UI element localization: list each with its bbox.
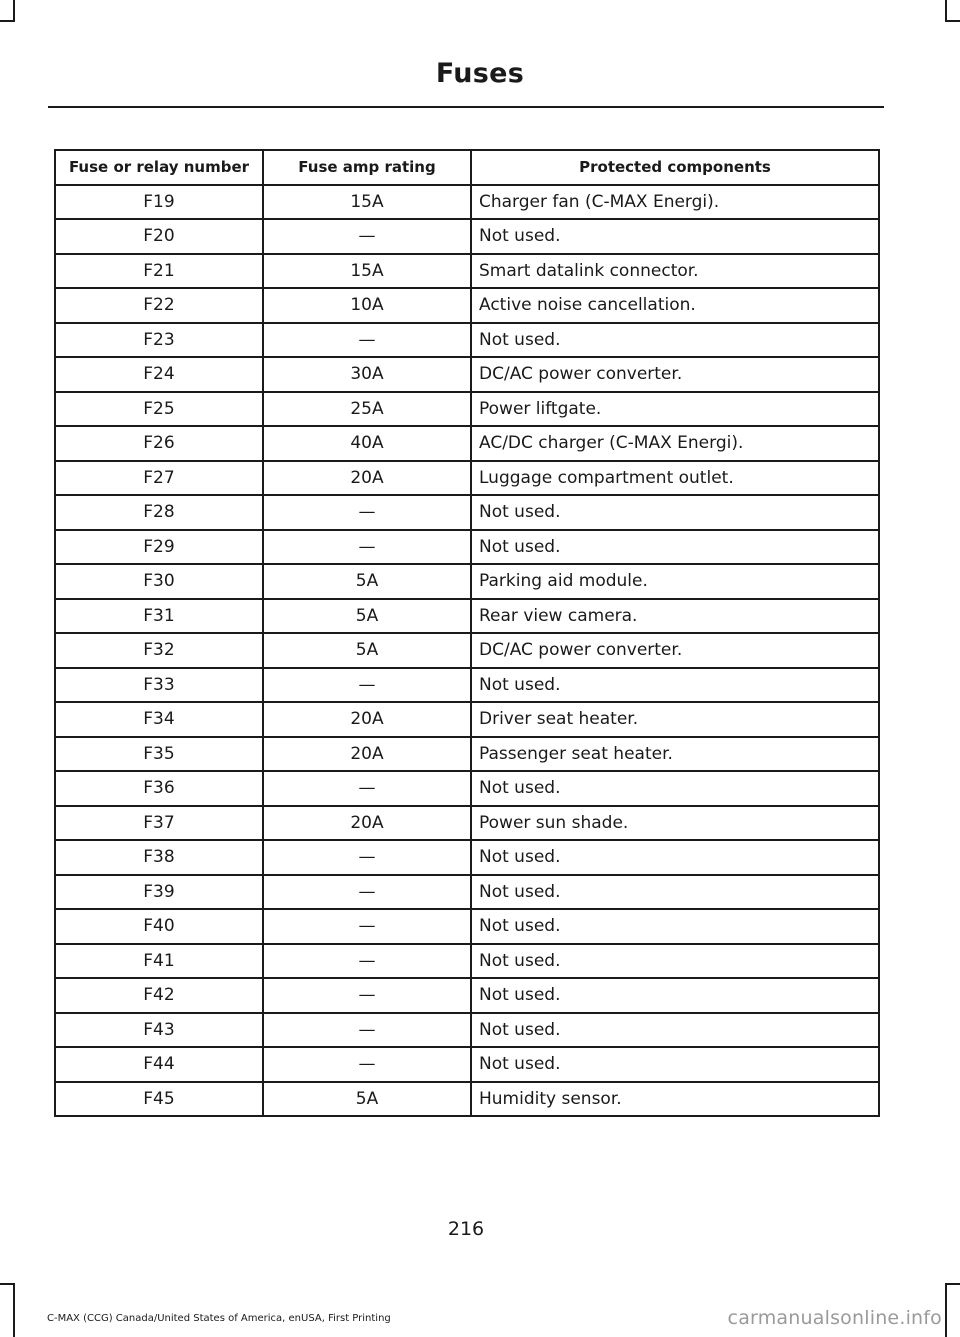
protected-component-cell: Active noise cancellation. (471, 288, 879, 323)
fuse-number-cell: F20 (55, 219, 263, 254)
table-row (55, 357, 879, 392)
fuse-number-cell: F37 (55, 806, 263, 841)
protected-component-cell: Driver seat heater. (471, 702, 879, 737)
amp-rating-cell: 40A (263, 426, 471, 461)
amp-rating-cell: 25A (263, 392, 471, 427)
table-row (55, 702, 879, 737)
amp-rating-cell: — (263, 495, 471, 530)
amp-rating-cell: 15A (263, 254, 471, 289)
table-row (55, 771, 879, 806)
fuse-number-cell: F23 (55, 323, 263, 358)
table-row (55, 185, 879, 220)
fuse-number-cell: F40 (55, 909, 263, 944)
table-header-row (55, 150, 879, 185)
protected-component-cell: Not used. (471, 1047, 879, 1082)
table-row (55, 564, 879, 599)
table-row (55, 323, 879, 358)
amp-rating-cell: — (263, 840, 471, 875)
protected-component-cell: Power liftgate. (471, 392, 879, 427)
protected-component-cell: DC/AC power converter. (471, 633, 879, 668)
fuse-number-cell: F28 (55, 495, 263, 530)
footer-text: C-MAX (CCG) Canada/United States of America, enUSA, First Printing (47, 1313, 391, 1324)
fuse-number-cell: F27 (55, 461, 263, 496)
crop-mark (13, 0, 15, 22)
fuse-table (54, 149, 880, 1117)
amp-rating-cell: 10A (263, 288, 471, 323)
amp-rating-cell: — (263, 978, 471, 1013)
table-row (55, 1047, 879, 1082)
watermark-link[interactable]: carmanualsonline.info (727, 1307, 942, 1329)
protected-component-cell: Not used. (471, 495, 879, 530)
protected-component-cell: Smart datalink connector. (471, 254, 879, 289)
table-row (55, 254, 879, 289)
amp-rating-cell: 20A (263, 461, 471, 496)
crop-mark (945, 0, 947, 22)
table-row (55, 1013, 879, 1048)
table-row (55, 668, 879, 703)
column-header-amp-rating: Fuse amp rating (263, 150, 471, 185)
page-number: 216 (447, 1218, 485, 1240)
protected-component-cell: Not used. (471, 909, 879, 944)
amp-rating-cell: 20A (263, 806, 471, 841)
amp-rating-cell: 20A (263, 702, 471, 737)
fuse-number-cell: F44 (55, 1047, 263, 1082)
fuse-number-cell: F43 (55, 1013, 263, 1048)
protected-component-cell: Not used. (471, 840, 879, 875)
table-row (55, 944, 879, 979)
protected-component-cell: Charger fan (C-MAX Energi). (471, 185, 879, 220)
table-row (55, 219, 879, 254)
amp-rating-cell: 15A (263, 185, 471, 220)
fuse-number-cell: F35 (55, 737, 263, 772)
table-row (55, 840, 879, 875)
protected-component-cell: Not used. (471, 978, 879, 1013)
amp-rating-cell: 5A (263, 1082, 471, 1117)
fuse-number-cell: F30 (55, 564, 263, 599)
table-row (55, 288, 879, 323)
amp-rating-cell: 5A (263, 564, 471, 599)
fuse-number-cell: F25 (55, 392, 263, 427)
amp-rating-cell: 20A (263, 737, 471, 772)
fuse-number-cell: F42 (55, 978, 263, 1013)
table-row (55, 461, 879, 496)
amp-rating-cell: 5A (263, 633, 471, 668)
protected-component-cell: Humidity sensor. (471, 1082, 879, 1117)
fuse-number-cell: F41 (55, 944, 263, 979)
column-header-fuse-number: Fuse or relay number (55, 150, 263, 185)
protected-component-cell: Passenger seat heater. (471, 737, 879, 772)
amp-rating-cell: 30A (263, 357, 471, 392)
amp-rating-cell: — (263, 944, 471, 979)
fuse-number-cell: F22 (55, 288, 263, 323)
fuse-number-cell: F39 (55, 875, 263, 910)
fuse-number-cell: F34 (55, 702, 263, 737)
amp-rating-cell: — (263, 875, 471, 910)
crop-mark (945, 1283, 947, 1337)
protected-component-cell: DC/AC power converter. (471, 357, 879, 392)
protected-component-cell: Parking aid module. (471, 564, 879, 599)
table-row (55, 737, 879, 772)
table-body (55, 185, 879, 1117)
table-row (55, 392, 879, 427)
amp-rating-cell: — (263, 219, 471, 254)
protected-component-cell: Not used. (471, 530, 879, 565)
amp-rating-cell: — (263, 771, 471, 806)
table-row (55, 530, 879, 565)
amp-rating-cell: — (263, 668, 471, 703)
column-header-protected-components: Protected components (471, 150, 879, 185)
protected-component-cell: Not used. (471, 875, 879, 910)
protected-component-cell: AC/DC charger (C-MAX Energi). (471, 426, 879, 461)
table-row (55, 875, 879, 910)
table-row (55, 806, 879, 841)
table-row (55, 599, 879, 634)
crop-mark (0, 1283, 15, 1285)
fuse-number-cell: F38 (55, 840, 263, 875)
protected-component-cell: Not used. (471, 668, 879, 703)
amp-rating-cell: — (263, 1047, 471, 1082)
table-row (55, 633, 879, 668)
crop-mark (13, 1283, 15, 1337)
crop-mark (945, 1283, 960, 1285)
amp-rating-cell: — (263, 530, 471, 565)
table-row (55, 495, 879, 530)
fuse-number-cell: F21 (55, 254, 263, 289)
title-divider (48, 106, 884, 108)
amp-rating-cell: 5A (263, 599, 471, 634)
table-row (55, 909, 879, 944)
table-row (55, 1082, 879, 1117)
protected-component-cell: Not used. (471, 771, 879, 806)
fuse-number-cell: F19 (55, 185, 263, 220)
protected-component-cell: Luggage compartment outlet. (471, 461, 879, 496)
protected-component-cell: Rear view camera. (471, 599, 879, 634)
fuse-number-cell: F26 (55, 426, 263, 461)
amp-rating-cell: — (263, 323, 471, 358)
fuse-number-cell: F45 (55, 1082, 263, 1117)
fuse-number-cell: F36 (55, 771, 263, 806)
amp-rating-cell: — (263, 909, 471, 944)
protected-component-cell: Not used. (471, 944, 879, 979)
protected-component-cell: Power sun shade. (471, 806, 879, 841)
table-row (55, 978, 879, 1013)
page-title: Fuses (435, 58, 525, 89)
table-row (55, 426, 879, 461)
fuse-number-cell: F31 (55, 599, 263, 634)
fuse-number-cell: F32 (55, 633, 263, 668)
amp-rating-cell: — (263, 1013, 471, 1048)
fuse-number-cell: F29 (55, 530, 263, 565)
protected-component-cell: Not used. (471, 323, 879, 358)
protected-component-cell: Not used. (471, 219, 879, 254)
fuse-number-cell: F33 (55, 668, 263, 703)
crop-mark (0, 20, 15, 22)
crop-mark (945, 20, 960, 22)
fuse-number-cell: F24 (55, 357, 263, 392)
protected-component-cell: Not used. (471, 1013, 879, 1048)
